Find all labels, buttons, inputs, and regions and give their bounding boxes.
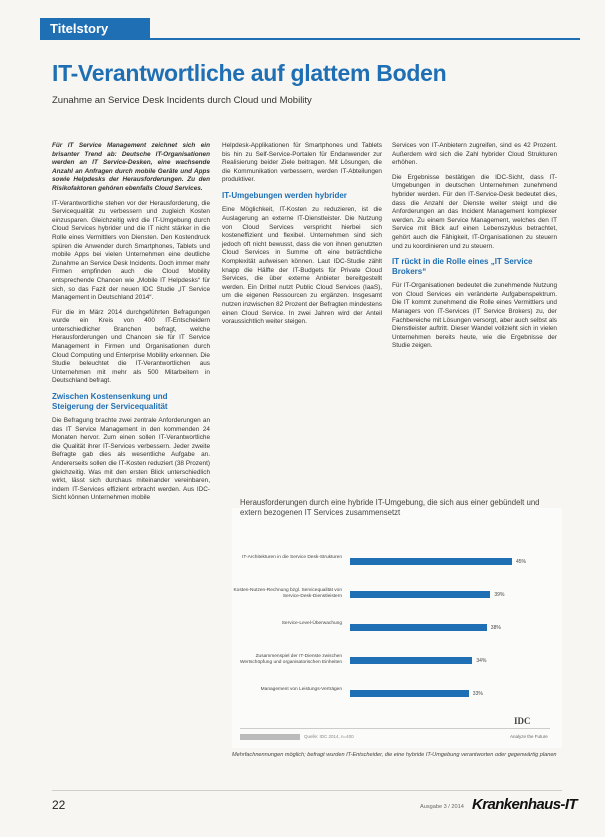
header-rule bbox=[150, 38, 580, 40]
column-2 bbox=[222, 142, 382, 333]
body-paragraph: Services von IT-Anbietern zugreifen, sind es 42 Prozent. Außerdem wird sich die Zahl hybrider Cloud Strukturen erhöhen. bbox=[392, 142, 557, 167]
issue-label: Ausgabe 3 / 2014 bbox=[420, 804, 464, 810]
body-paragraph: Eine Möglichkeit, IT-Kosten zu reduzieren, ist die Auslagerung an externe IT-Dienstleister. Die Nutzung von Cloud Services verspricht hierbei sich kosteneffizient und flexibel. Unternehmen sind sich jedoch oft nicht bewusst, dass die von ihnen genutzten Cloud Services in Summe oft eine beträchtliche Komplexität aufweisen können. Laut IDC-Studie zählt knapp die Hälfte der IT-Budgets für Private Cloud Services, die über externe Anbieter bereitgestellt werden. Ein Drittel nutzt Public Cloud Services (IaaS), um die eigenen Ressourcen zu ergänzen. Insgesamt nutzen inzwischen 82 Prozent der Befragten mindestens einen Cloud Service. In zwei Jahren wird der Anteil voraussichtlich weiter steigen. bbox=[222, 206, 382, 326]
article-title: IT-Verantwortliche auf glattem Boden bbox=[52, 60, 447, 86]
chart-title: Herausforderungen durch eine hybride IT-Umgebung, die sich aus einer gebündelt und extern bezogenen IT Services zusammensetzt bbox=[240, 498, 540, 517]
column-3 bbox=[392, 142, 557, 357]
category-label: Management von Leistungs-Verträgen bbox=[260, 687, 342, 692]
bar bbox=[350, 591, 490, 598]
article-subtitle: Zunahme an Service Desk Incidents durch Cloud und Mobility bbox=[52, 95, 312, 106]
figure-caption: Mehrfachnennungen möglich; befragt wurden IT-Entscheider, die eine hybride IT-Umgebung verantworten oder gegenwärtig planen bbox=[232, 752, 557, 758]
category-label: Kosten-Nutzen-Rechnung bzgl. Servicequalität von Service-Desk-Dienstleistern bbox=[233, 588, 342, 599]
footer-rule bbox=[52, 790, 562, 791]
lead-paragraph: Für IT Service Management zeichnet sich ein brisanter Trend ab: Deutsche IT-Organisationen werden an IT Service-Desken, eine wachsende Anzahl an Anfragen durch mobile Geräte und Apps sowie Helpdesks der Herausforderungen. Zu den Risikofaktoren gehören ebenfalls Cloud Services. bbox=[52, 142, 210, 192]
subheading: IT rückt in die Rolle eines „IT Service Brokers“ bbox=[392, 257, 533, 276]
bar bbox=[350, 690, 469, 697]
source-bar bbox=[240, 734, 300, 740]
bar bbox=[350, 624, 487, 631]
column-1 bbox=[52, 142, 210, 509]
idc-logo-subtitle: Analyze the Future bbox=[510, 734, 548, 739]
subheading: Zwischen Kostensenkung und Steigerung der Servicequalität bbox=[52, 392, 168, 411]
body-paragraph: Helpdesk-Applikationen für Smartphones und Tablets bis hin zu Self-Service-Portalen für Endanwender zur Realisierung beider Ziele beitragen. Mit Lösungen, die die Kommunikation verbessern, werden IT-Abteilungen produktiver. bbox=[222, 142, 382, 184]
data-label: 33% bbox=[472, 691, 483, 697]
page-number: 22 bbox=[52, 798, 66, 812]
data-label: 38% bbox=[490, 625, 501, 631]
chart-source: Quelle: IDC 2014, n=400 bbox=[304, 734, 354, 739]
category-label: IT-Architekturen in die Service Desk-Strukturen bbox=[242, 555, 342, 560]
subheading: IT-Umgebungen werden hybrider bbox=[222, 190, 347, 200]
bar bbox=[350, 657, 472, 664]
idc-logo: IDC bbox=[514, 716, 531, 726]
data-label: 45% bbox=[516, 559, 527, 565]
body-paragraph: Für IT-Organisationen bedeutet die zunehmende Nutzung von Cloud Services ein veränderte Aufgabenspektrum. Die IT kommt zunehmend die Rolle eines Vermittlers und Managers von IT-Services (IT Service Brokers) zu, der Fachbereiche mit Lösungen versorgt, aber auch selbst als Dienstleister auftritt. Dieser Wandel vollzieht sich in vielen Unternehmen bereits heute, wie die Ergebnisse der Studie zeigen. bbox=[392, 282, 557, 350]
section-header bbox=[0, 18, 605, 40]
body-paragraph: Die Ergebnisse bestätigen die IDC-Sicht, dass IT-Umgebungen in deutschen Unternehmen zunehmend hybrider werden. Für den IT-Service-Desk bedeutet dies, dass die Anzahl der Dienste weiter steigt und die Anforderungen an das Incident Management komplexer werden. Zu einem Service Management, welches den IT Service mit Blick auf einen Lebenszyklus betrachtet, gehört auch die Fähigkeit, IT-Organisationen zu steuern und zu koordinieren und zu steuern. bbox=[392, 173, 557, 250]
data-label: 39% bbox=[494, 592, 505, 598]
body-paragraph: Die Befragung brachte zwei zentrale Anforderungen an das IT Service Management in den kommenden 24 Monaten hervor. Zum einen sollen IT-Verantwortliche die Qualität ihrer IT-Services verbessern. Jeder zweite Befragte gab dies als wesentliche Aufgabe an. Andererseits sollen die IT-Kosten reduziert (38 Prozent) gleichzeitig. Was mit den ersten Blick unterschiedlich wirkt, lässt sich durchaus miteinander vereinbaren, indem IT-Services effizient erbracht werden. Aus IDC-Sicht können Unternehmen mobile bbox=[52, 417, 210, 502]
bar-chart bbox=[232, 498, 562, 748]
category-label: Service-Level-Überwachung bbox=[281, 621, 342, 626]
body-paragraph: Für die im März 2014 durchgeführten Befragungen wurde ein Kreis von 400 IT-Entscheidern unterschiedlicher Branchen befragt, welche Herausforderungen und Chancen sie für IT Service Management in Firmen und Organisationen durch Cloud Computing und Enterprise Mobility erkennen. Die Studie beleuchtet die IT-Verantwortlichen aus Unternehmen mit mehr als 500 Mitarbeitern in Deutschland befragt. bbox=[52, 308, 210, 385]
section-tag bbox=[40, 18, 150, 40]
section-tag-label: Titelstory bbox=[50, 21, 109, 36]
data-label: 34% bbox=[476, 658, 487, 664]
brand-logo: Krankenhaus-IT bbox=[472, 796, 577, 813]
bar bbox=[350, 558, 512, 565]
category-label: Zusammenspiel der IT-Dienste zwischen Wertschöpfung und organisatorischen Einheiten bbox=[239, 654, 342, 665]
chart-divider bbox=[240, 728, 550, 729]
body-paragraph: IT-Verantwortliche stehen vor der Herausforderung, die Servicequalität zu verbessern und zugleich Kosten einzusparen. Gleichzeitig wird die IT-Umgebung durch Cloud Services hybrider und die IT nicht stärker in die Rolle eines Vermittlers von Diensten. Den Kostendruck spüren die Anwender durch Smartphones, Tablets und mobile Apps bei vielen Unternehmen eine deutliche Zunahme an Service Desk Incidents. Doch immer mehr Firmen empfinden auch die Cloud Mobility entsprechende Chancen wie „Mobile IT Helpdesks“ für sich, so das Fazit der neuen IDC Studie „IT Service Management in Deutschland 2014“. bbox=[52, 199, 210, 302]
